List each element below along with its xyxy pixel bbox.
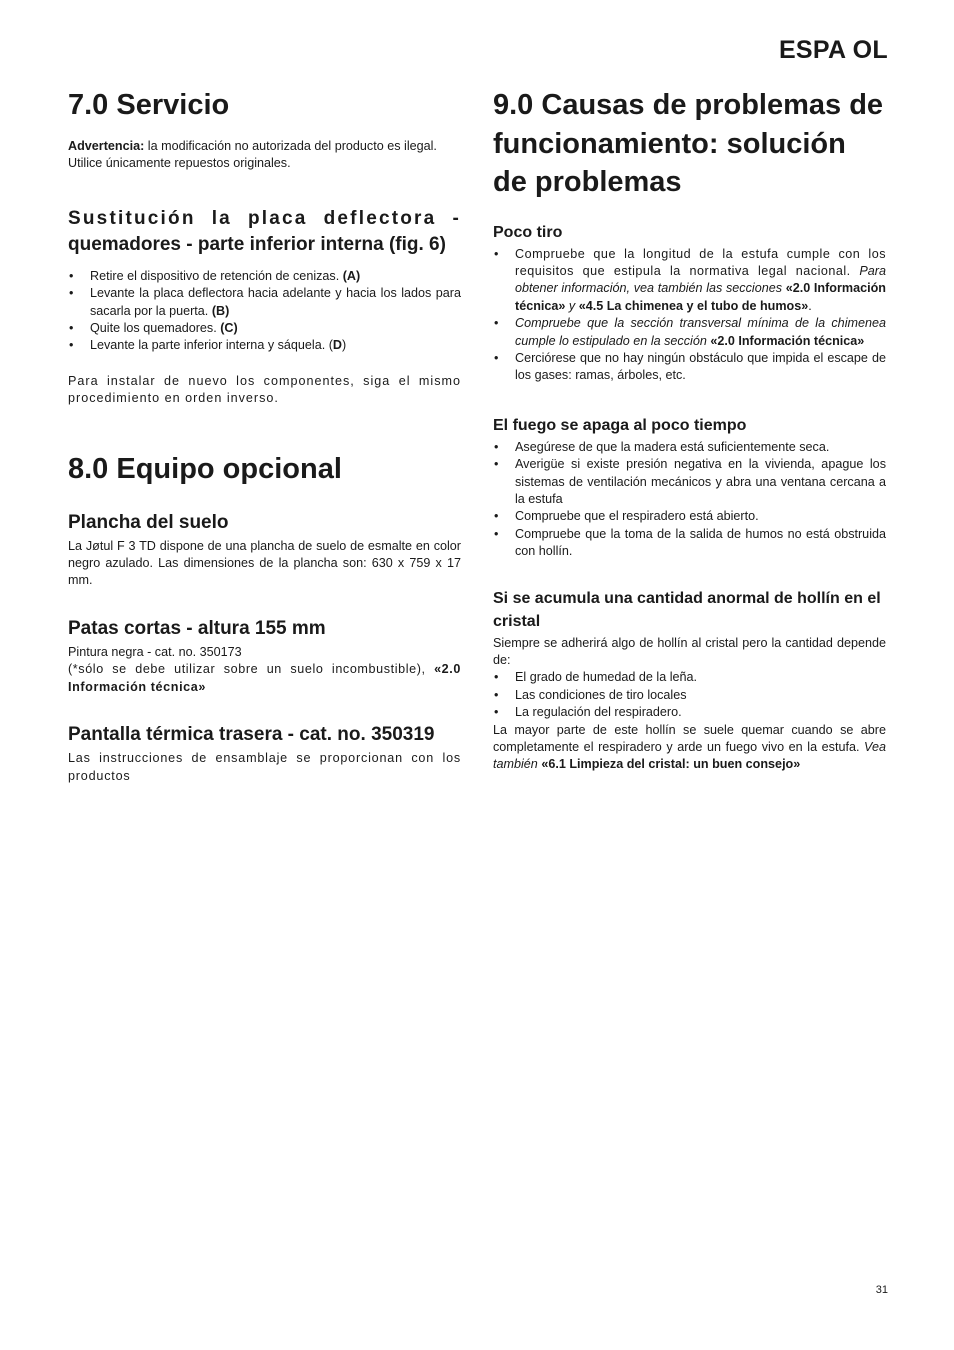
floor-plate-text: La Jøtul F 3 TD dispone de una plancha de suelo de esmalte en color negro azulado. Las dimensiones de la plancha son: 630 x 759 x 17 mm. xyxy=(68,538,461,588)
list-item: • Levante la parte inferior interna y sáquela. (D) xyxy=(68,337,461,354)
reinstall-text: Para instalar de nuevo los componentes, siga el mismo procedimiento en orden inverso. xyxy=(68,373,461,406)
soot-intro: Siempre se adherirá algo de hollín al cristal pero la cantidad depende de: xyxy=(493,635,886,667)
list-item: • Quite los quemadores. (C) xyxy=(68,320,461,337)
short-legs-ref: «2.0 Información técnica» xyxy=(68,662,461,694)
soot-list xyxy=(493,669,886,721)
fire-goes-out-list xyxy=(493,439,886,561)
soot-outro: La mayor parte de este hollín se suele quemar cuando se abre completamente el respiradero y arde un fuego vivo en la estufa. Vea también «6.1 Limpieza del cristal: un buen consejo» xyxy=(493,722,886,772)
baffle-subtitle-line1: Sustitución la placa deflectora - xyxy=(68,207,461,229)
poor-draft-title: Poco tiro xyxy=(493,223,563,241)
short-legs-title: Patas cortas - altura 155 mm xyxy=(68,617,326,639)
soot-ref: «6.1 Limpieza del cristal: un buen consejo» xyxy=(541,757,801,772)
list-item: • Averigüe si existe presión negativa en la vivienda, apague los sistemas de ventilación mecánicos y abra una ventana cercana a la estufa xyxy=(493,456,886,508)
list-item: • Compruebe que la toma de la salida de humos no está obstruida con hollín. xyxy=(493,526,886,561)
baffle-subtitle-line2: quemadores - parte inferior interna (fig. 6) xyxy=(68,233,446,255)
section-9-title: 9.0 Causas de problemas de funcionamiento: solución de problemas xyxy=(493,89,884,198)
soot-title: Si se acumula una cantidad anormal de hollín en el cristal xyxy=(493,589,881,630)
heat-shield-text: Las instrucciones de ensamblaje se proporcionan con los productos xyxy=(68,751,461,783)
baffle-steps xyxy=(68,268,461,355)
warning-label: Advertencia: xyxy=(68,139,145,153)
short-legs-line1: Pintura negra - cat. no. 350173 xyxy=(68,644,242,659)
poor-draft-list xyxy=(493,246,886,385)
list-item: • Compruebe que la longitud de la estufa cumple con los requisitos que estipula la normativa legal nacional. Para obtener información, vea también las secciones «2.0 Información técnica» y «4.5 La chimenea y el tubo de humos». xyxy=(493,246,886,316)
right-column xyxy=(493,86,886,774)
list-item: • La regulación del respiradero. xyxy=(493,704,886,721)
list-item: • El grado de humedad de la leña. xyxy=(493,669,886,686)
fire-goes-out-title: El fuego se apaga al poco tiempo xyxy=(493,416,747,434)
list-item: • Levante la placa deflectora hacia adelante y hacia los lados para sacarla por la puerta. (B) xyxy=(68,285,461,320)
list-item: • Compruebe que el respiradero está abierto. xyxy=(493,508,886,525)
warning-text: la modificación no autorizada del producto es ilegal. xyxy=(144,139,437,153)
floor-plate-title: Plancha del suelo xyxy=(68,511,229,533)
list-item: • Asegúrese de que la madera está suficientemente seca. xyxy=(493,439,886,456)
short-legs-line2: (*sólo se debe utilizar sobre un suelo incombustible), «2.0 Información técnica» xyxy=(68,662,461,694)
warning-line2: Utilice únicamente repuestos originales. xyxy=(68,156,291,171)
baffle-subtitle xyxy=(68,206,461,258)
left-column xyxy=(68,86,461,785)
language-label: ESPA OL xyxy=(778,36,888,64)
page-number: 31 xyxy=(875,1284,888,1296)
section-8-title: 8.0 Equipo opcional xyxy=(68,452,342,485)
list-item: • Cerciórese que no hay ningún obstáculo que impida el escape de los gases: ramas, árboles, etc. xyxy=(493,350,886,385)
list-item: • Las condiciones de tiro locales xyxy=(493,687,886,704)
list-item: • Retire el dispositivo de retención de cenizas. (A) xyxy=(68,268,461,285)
section-7-title: 7.0 Servicio xyxy=(68,89,230,121)
list-item: • Compruebe que la sección transversal mínima de la chimenea cumple lo estipulado en la sección «2.0 Información técnica» xyxy=(493,315,886,350)
heat-shield-title: Pantalla térmica trasera - cat. no. 350319 xyxy=(68,724,435,746)
warning-paragraph xyxy=(68,138,461,155)
